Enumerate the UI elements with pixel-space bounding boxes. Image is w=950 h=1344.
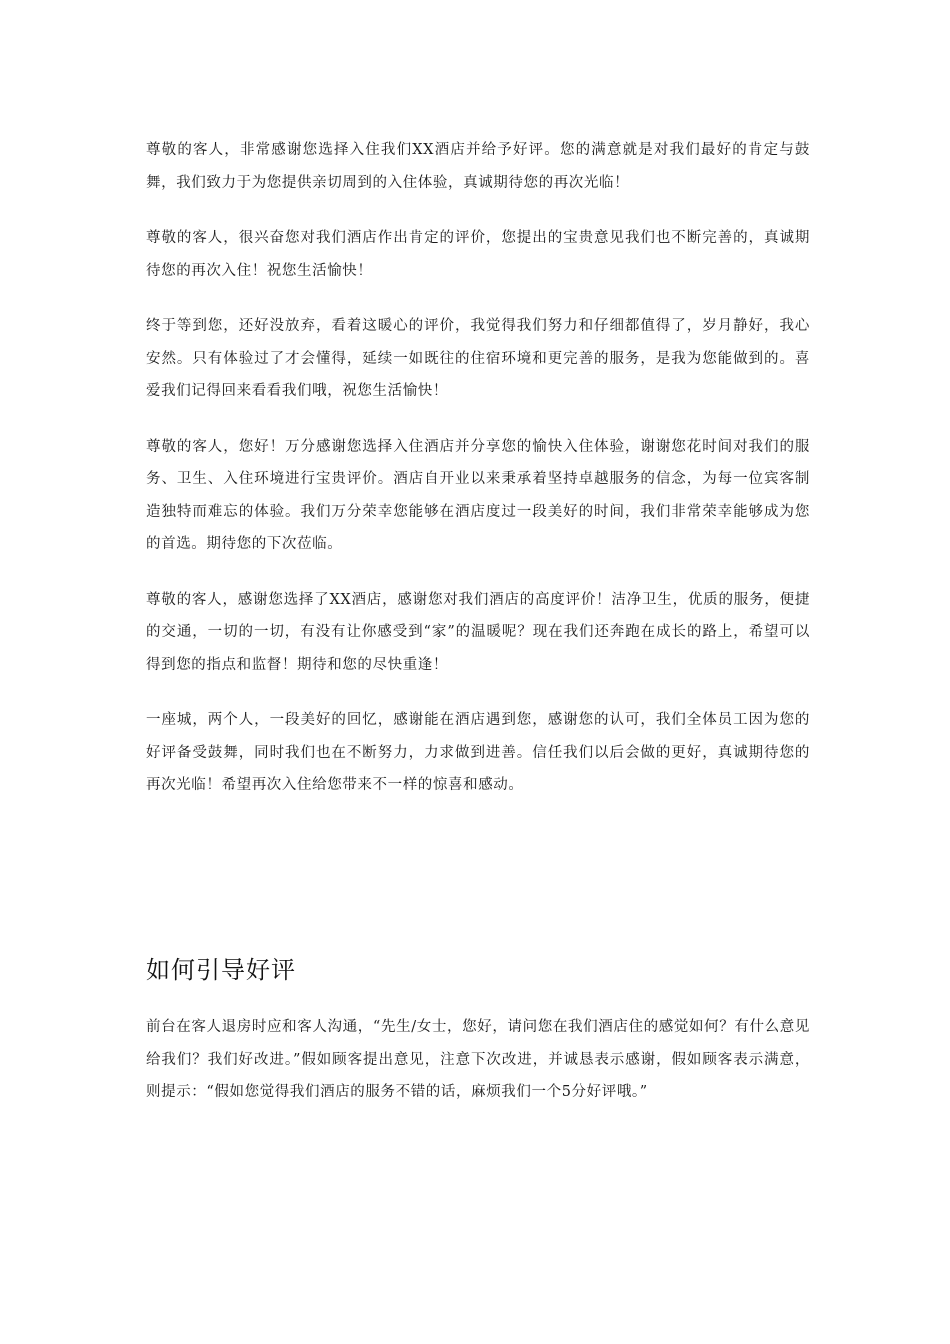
reply-paragraph: 尊敬的客人，感谢您选择了XX酒店，感谢您对我们酒店的高度评价！洁净卫生，优质的服务，便捷的交通，一切的一切，有没有让你感受到“家”的温暖呢？现在我们还奔跑在成长的路上，希望可以得到您的指点和监督！期待和您的尽快重逢！ <box>146 591 810 673</box>
reply-paragraph: 一座城，两个人，一段美好的回忆，感谢能在酒店遇到您，感谢您的认可，我们全体员工因为您的好评备受鼓舞，同时我们也在不断努力，力求做到进善。信任我们以后会做的更好，真诚期待您的再次光临！希望再次入住给您带来不一样的惊喜和感动。 <box>146 712 810 793</box>
guide-paragraph: 前台在客人退房时应和客人沟通，“先生/女士，您好，请问您在我们酒店住的感觉如何？有什么意见给我们？我们好改进。”假如顾客提出意见，注意下次改进，并诚恳表示感谢，假如顾客表示满意，则提示：“假如您觉得我们酒店的服务不错的话，麻烦我们一个5分好评哦。” <box>146 1019 810 1100</box>
reply-paragraph: 终于等到您，还好没放弃，看着这暖心的评价，我觉得我们努力和仔细都值得了，岁月静好，我心安然。只有体验过了才会懂得，延续一如既往的住宿环境和更完善的服务，是我为您能做到的。喜爱我们记得回来看看我们哦，祝您生活愉快！ <box>146 318 810 399</box>
section-heading: 如何引导好评 <box>146 956 296 984</box>
reply-paragraph: 尊敬的客人，您好！万分感谢您选择入住酒店并分享您的愉快入住体验，谢谢您花时间对我们的服务、卫生、入住环境进行宝贵评价。酒店自开业以来秉承着坚持卓越服务的信念，为每一位宾客制造独特而难忘的体验。我们万分荣幸您能够在酒店度过一段美好的时间，我们非常荣幸能够成为您的首选。期待您的下次莅临。 <box>146 438 810 552</box>
reply-paragraph: 尊敬的客人，非常感谢您选择入住我们XX酒店并给予好评。您的满意就是对我们最好的肯定与鼓舞，我们致力于为您提供亲切周到的入住体验，真诚期待您的再次光临！ <box>146 142 810 191</box>
reply-paragraph: 尊敬的客人，很兴奋您对我们酒店作出肯定的评价，您提出的宝贵意见我们也不断完善的，真诚期待您的再次入住！祝您生活愉快！ <box>146 230 810 279</box>
reply-template-list <box>146 134 810 825</box>
